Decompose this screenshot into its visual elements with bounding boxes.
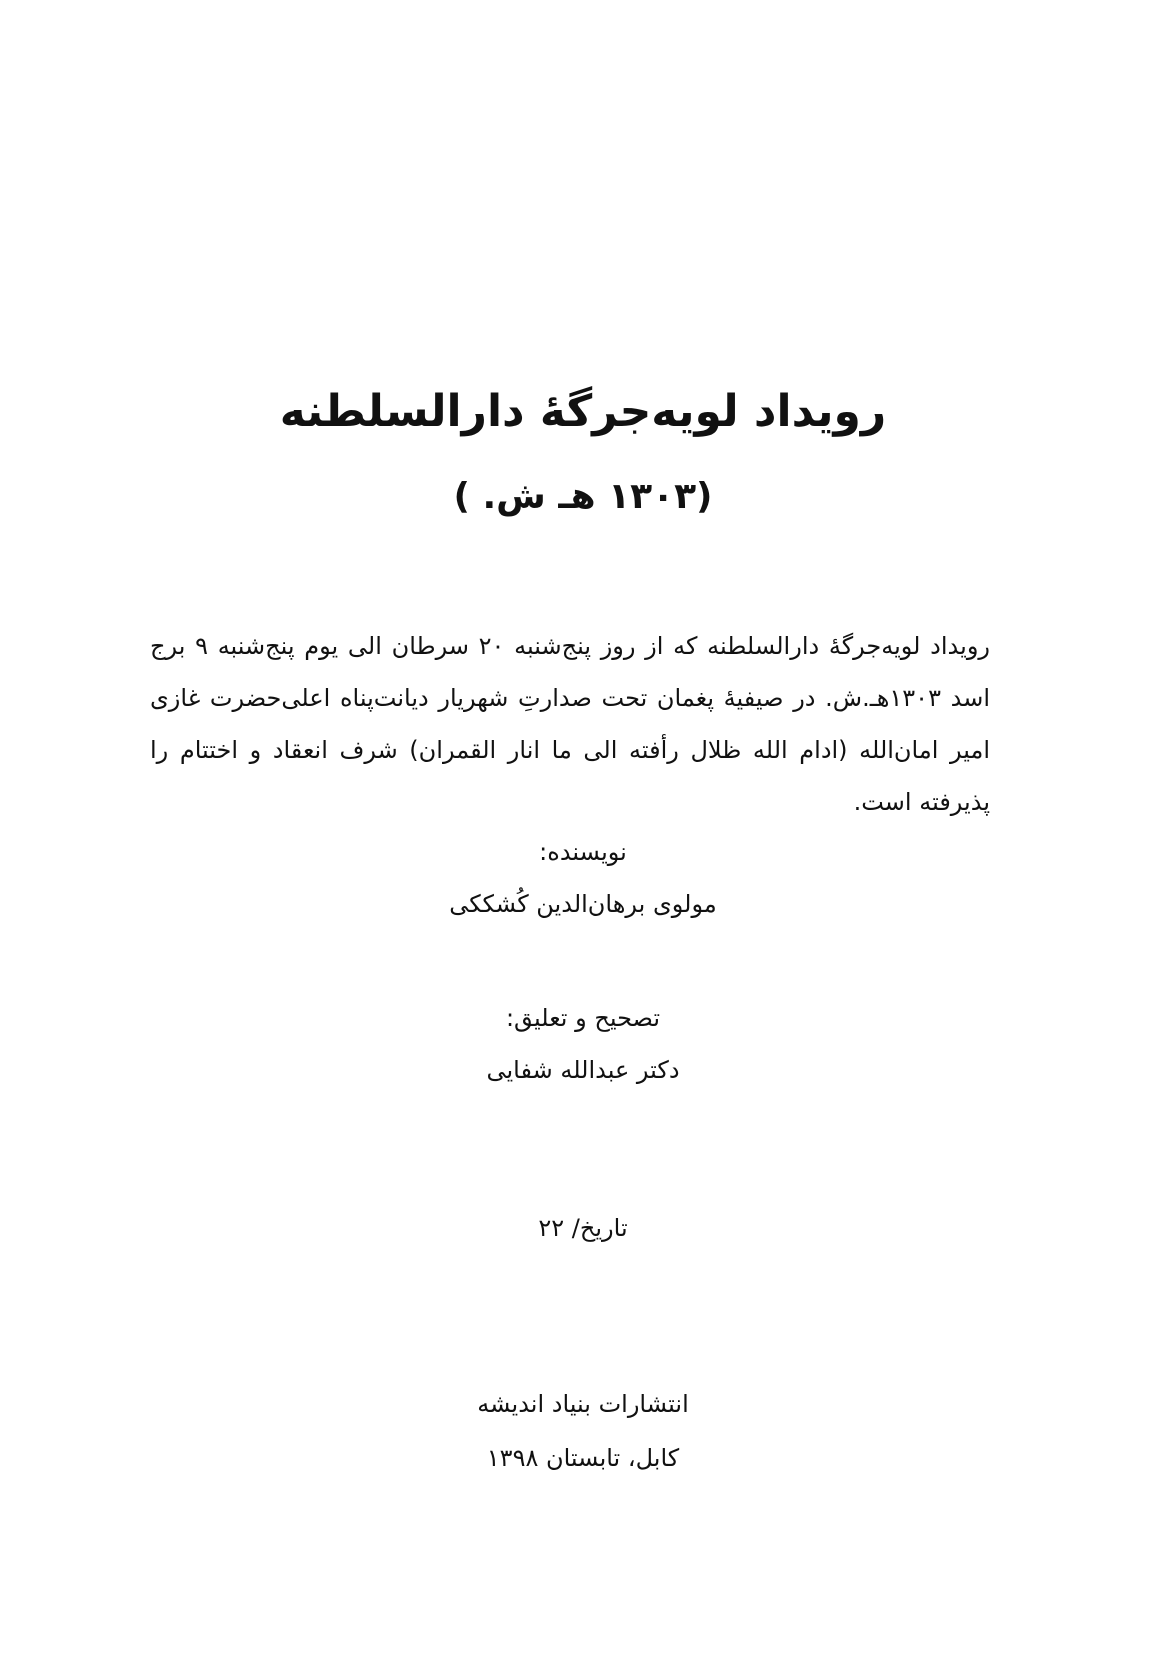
editor-label: تصحیح و تعلیق: bbox=[505, 1004, 661, 1032]
author-name: مولوی برهان‌الدین کُشککی bbox=[449, 890, 717, 918]
book-description: رویداد لویه‌جرگهٔ دارالسلطنه که از روز پنج‌شنبه ۲۰ سرطان الی یوم پنج‌شنبه ۹ برج اسد ۱۳۰۳هـ.ش. در صیفیهٔ پغمان تحت صدارتِ شهریار دیانت‌پناه اعلی‌حضرت غازی امیر امان‌الله (ادام الله ظلال رأفته الی ما انار القمران) شرف انعقاد و اختتام را پذیرفته است. bbox=[150, 632, 990, 816]
publisher-name: انتشارات بنیاد اندیشه bbox=[477, 1390, 689, 1418]
series-number: تاریخ/ ۲۲ bbox=[538, 1214, 628, 1242]
editor-name: دکتر عبدالله شفایی bbox=[486, 1056, 680, 1084]
author-label: نویسنده: bbox=[539, 838, 627, 866]
book-title: رویداد لویه‌جرگهٔ دارالسلطنه bbox=[279, 386, 887, 437]
publication-place-date: کابل، تابستان ۱۳۹۸ bbox=[486, 1444, 680, 1472]
book-year: (۱۳۰۳ هـ ش. ) bbox=[453, 476, 713, 517]
